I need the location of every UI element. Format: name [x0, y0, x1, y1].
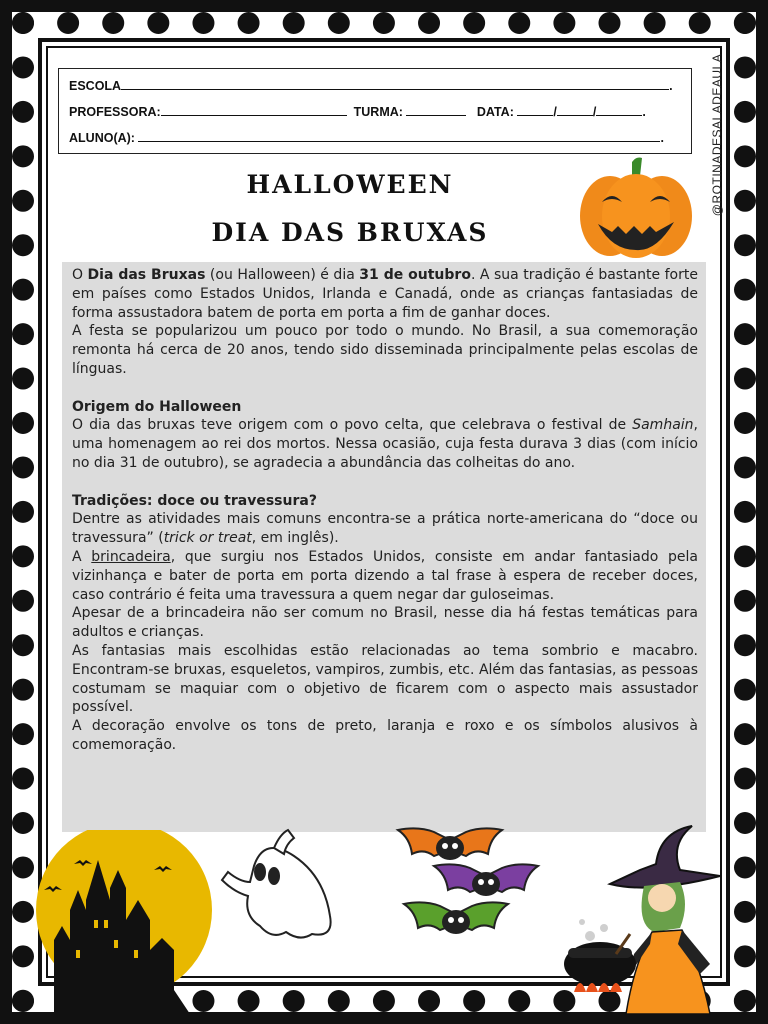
- social-handle: [698, 53, 725, 218]
- aluno-label: ALUNO(A):: [69, 131, 135, 145]
- escola-field[interactable]: [121, 79, 669, 90]
- paragraph-fantasias: As fantasias mais escolhidas estão relacionadas ao tema sombrio e macabro. Encontram-se bruxas, esqueletos, vampiros, zumbis, etc. Além das fantasias, as pessoas costumam se maquiar com o objetivo de ficarem com o aspecto mais assustador possível.: [72, 642, 698, 716]
- title-dia-das-bruxas: DIA DAS BRUXAS: [211, 218, 489, 247]
- data-month-field[interactable]: [557, 105, 593, 116]
- data-day-field[interactable]: [517, 105, 553, 116]
- pumpkin-icon: [576, 156, 696, 260]
- aluno-line: ALUNO(A): .: [69, 131, 664, 145]
- escola-label: ESCOLA: [69, 79, 122, 93]
- article-body: [72, 266, 698, 755]
- title-halloween: HALLOWEEN: [246, 170, 454, 199]
- haunted-castle-icon: [14, 830, 214, 1014]
- turma-field[interactable]: [406, 105, 466, 116]
- paragraph-decoracao: A decoração envolve os tons de preto, laranja e roxo e os símbolos alusivos à comemoração.: [72, 718, 698, 753]
- paragraph-origem: O dia das bruxas teve origem com o povo celta, que celebrava o festival de Samhain, uma homenagem ao rei dos mortos. Nessa ocasião, cuja festa durava 3 dias (com início no dia 31 de outubro), se agradecia a abundância das colheitas do ano.: [72, 417, 698, 471]
- social-handle-text: @ROTINADESALADEAULA: [710, 53, 725, 217]
- paragraph-festa: A festa se popularizou um pouco por todo o mundo. No Brasil, a sua comemoração remonta há cerca de 20 anos, tendo sido disseminada principalmente pelas escolas de línguas.: [72, 323, 698, 377]
- escola-line: ESCOLA .: [69, 79, 673, 93]
- data-year-field[interactable]: [596, 105, 642, 116]
- paragraph-atividades: Dentre as atividades mais comuns encontra-se a prática norte-americana do “doce ou travessura” (trick or treat, em inglês).: [72, 511, 698, 547]
- bat-icon: [430, 862, 542, 902]
- professora-field[interactable]: [161, 105, 347, 116]
- ghost-icon: [214, 826, 340, 944]
- heading-tradicoes: Tradições: doce ou travessura?: [72, 492, 317, 509]
- professora-line: PROFESSORA: TURMA: DATA: / / .: [69, 105, 646, 119]
- paragraph-intro: O Dia das Bruxas (ou Halloween) é dia 31 de outubro. A sua tradição é bastante forte em países como Estados Unidos, Irlanda e Canadá, onde as crianças fantasiadas de forma assustadora batem de porta em porta a fim de ganhar doces.: [72, 267, 698, 321]
- professora-label: PROFESSORA:: [69, 105, 161, 119]
- aluno-field[interactable]: [138, 131, 660, 142]
- student-info-box: [58, 68, 692, 154]
- bat-icon: [400, 900, 512, 940]
- turma-label: TURMA:: [353, 105, 403, 119]
- witch-icon: [560, 824, 756, 1020]
- bat-icon: [394, 826, 506, 866]
- data-label: DATA:: [476, 105, 514, 119]
- heading-origem: Origem do Halloween: [72, 398, 242, 415]
- paragraph-brincadeira: A brincadeira, que surgiu nos Estados Unidos, consiste em andar fantasiado pela vizinhança e bater de porta em porta dizendo a tal frase à espera de receber doces, caso contrário é feita uma travessura a quem negar dar guloseimas.: [72, 548, 698, 603]
- paragraph-apesar: Apesar de a brincadeira não ser comum no Brasil, nesse dia há festas temáticas para adultos e crianças.: [72, 605, 698, 641]
